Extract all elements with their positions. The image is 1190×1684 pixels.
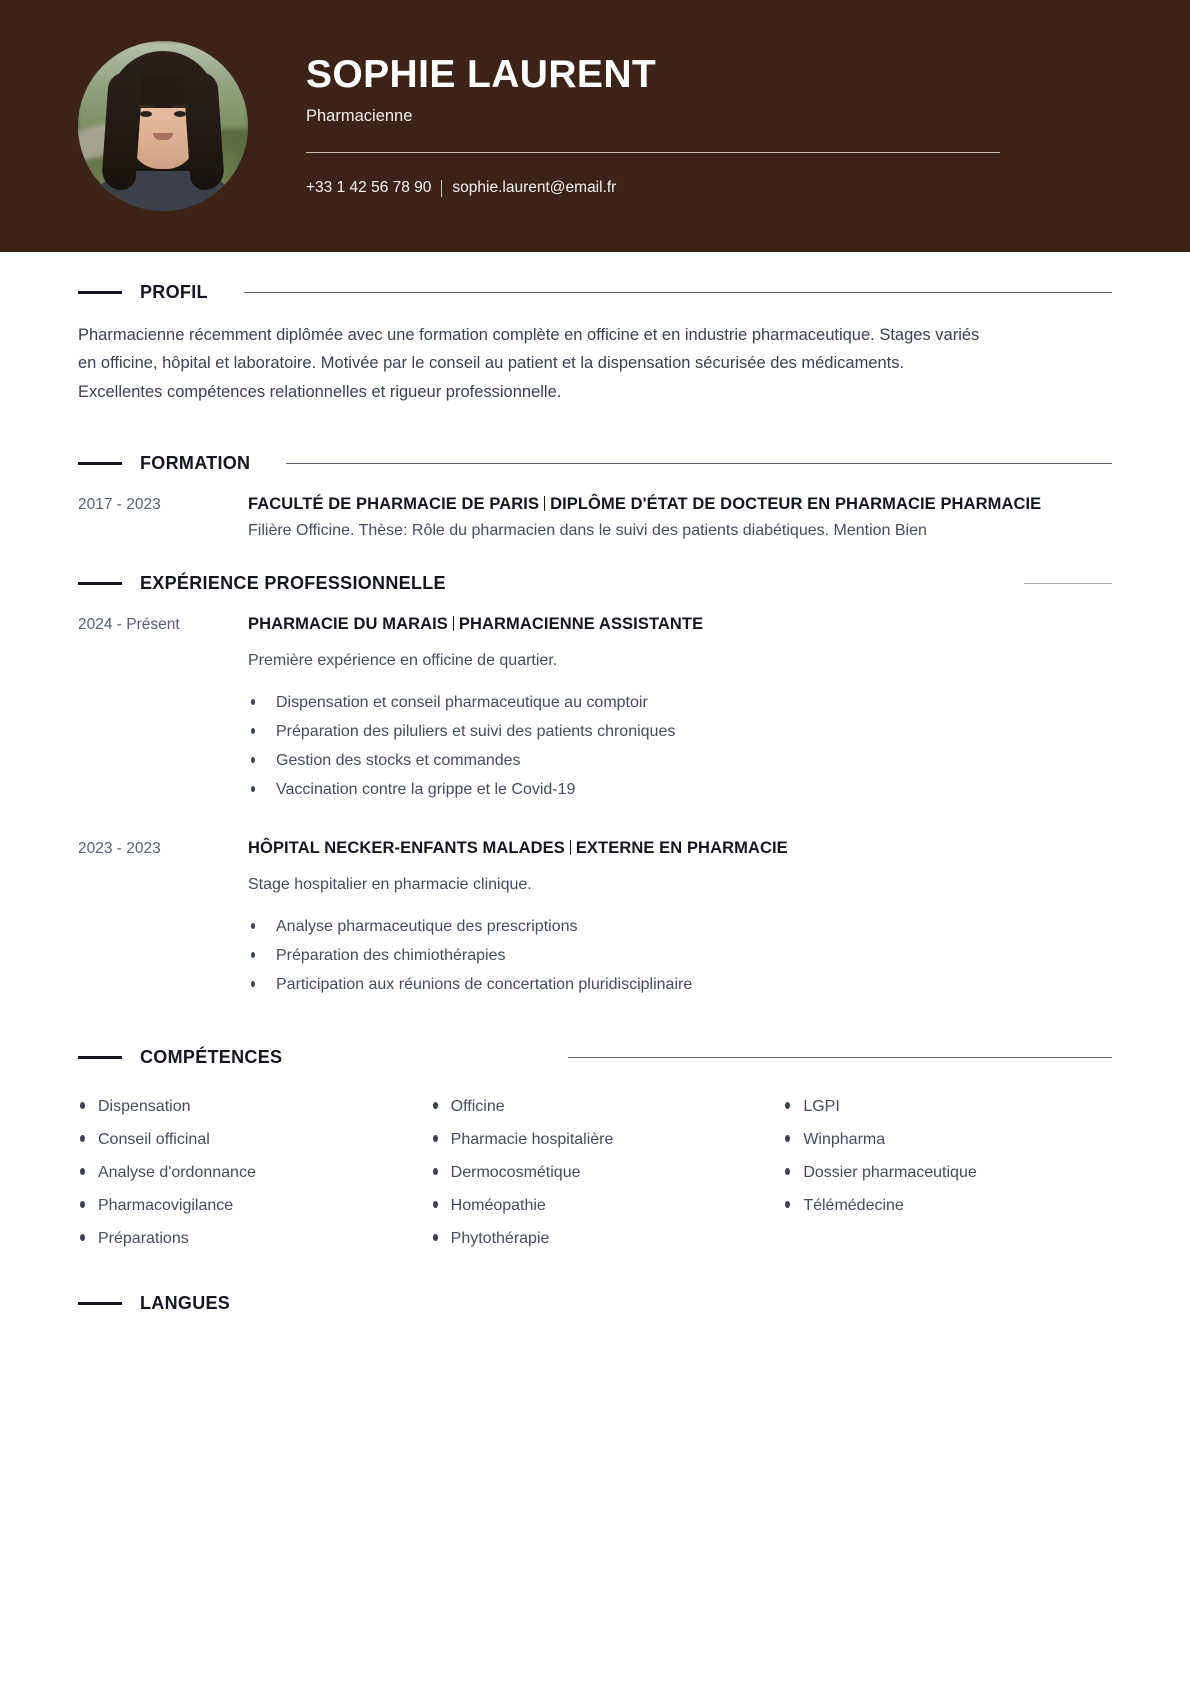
avatar-eye-left — [140, 111, 152, 117]
contact-line — [306, 179, 1070, 197]
experience-period: 2023 - 2023 — [78, 840, 161, 858]
section-experience — [78, 543, 1112, 999]
experience-title — [248, 838, 1112, 860]
section-rule — [1024, 583, 1112, 584]
experience-entry — [78, 838, 1112, 999]
section-langues — [78, 1255, 1112, 1314]
experience-period: 2024 - Présent — [78, 616, 180, 634]
formation-description: Filière Officine. Thèse: Rôle du pharmacien dans le suivi des patients diabétiques. Mention Bien — [248, 521, 927, 539]
skill-item: Analyse d'ordonnance — [78, 1156, 407, 1189]
experience-entry — [78, 614, 1112, 804]
experience-detail — [248, 614, 1112, 804]
candidate-name: SOPHIE LAURENT — [306, 52, 657, 96]
section-title-competences: COMPÉTENCES — [140, 1046, 283, 1067]
title-separator — [544, 496, 545, 511]
resume-header — [0, 0, 1190, 252]
section-header-competences — [78, 1047, 1112, 1068]
title-separator — [453, 616, 454, 631]
section-title-profil: PROFIL — [140, 282, 208, 302]
experience-role: PHARMACIENNE ASSISTANTE — [458, 615, 704, 634]
experience-organisation: PHARMACIE DU MARAIS — [248, 615, 448, 634]
experience-title — [248, 614, 1112, 636]
list-item: Dispensation et conseil pharmaceutique au comptoir — [248, 688, 1112, 717]
skills-column — [783, 1090, 1112, 1255]
skill-item: Phytothérapie — [431, 1222, 760, 1255]
experience-description: Stage hospitalier en pharmacie clinique. — [248, 876, 532, 894]
avatar-mouth — [153, 133, 173, 140]
section-rule — [244, 292, 1112, 293]
experience-bullets — [248, 688, 1112, 804]
avatar-brow-right — [172, 105, 188, 108]
section-title-langues: LANGUES — [140, 1292, 231, 1313]
skill-item: Homéopathie — [431, 1189, 760, 1222]
avatar — [78, 41, 248, 211]
identity-block — [306, 52, 1190, 198]
list-item: Préparation des chimiothérapies — [248, 941, 1112, 970]
phone-number: +33 1 42 56 78 90 — [306, 179, 432, 197]
formation-role: DIPLÔME D'ÉTAT DE DOCTEUR EN PHARMACIE PHARMACIE — [550, 494, 1042, 513]
list-item: Gestion des stocks et commandes — [248, 746, 1112, 775]
skill-item: Dossier pharmaceutique — [783, 1156, 1112, 1189]
section-dash-icon — [78, 1056, 122, 1059]
profil-text: Pharmacienne récemment diplômée avec une formation complète en officine et en industrie pharmaceutique. Stages variés en officine, hôpital et laboratoire. Motivée par le conseil au patient et la dispensation sécurisée des médicaments. Excellentes compétences relationnelles et rigueur professionnelle. — [78, 326, 980, 401]
list-item: Analyse pharmaceutique des prescriptions — [248, 912, 1112, 941]
skill-item: Télémédecine — [783, 1189, 1112, 1222]
list-item: Vaccination contre la grippe et le Covid-19 — [248, 775, 1112, 804]
skill-item: Dermocosmétique — [431, 1156, 760, 1189]
skills-grid — [78, 1090, 1112, 1255]
formation-period: 2017 - 2023 — [78, 495, 161, 513]
section-dash-icon — [78, 582, 122, 585]
section-header-formation — [78, 453, 1112, 474]
contact-separator — [441, 180, 442, 197]
experience-detail — [248, 838, 1112, 999]
section-header-profil — [78, 282, 1112, 303]
formation-entry — [78, 494, 1112, 544]
title-separator — [570, 840, 571, 855]
section-dash-icon — [78, 462, 122, 465]
experience-role: EXTERNE EN PHARMACIE — [575, 839, 788, 858]
section-title-formation: FORMATION — [140, 452, 251, 473]
email-address: sophie.laurent@email.fr — [452, 179, 617, 197]
skill-item: Dispensation — [78, 1090, 407, 1123]
skill-item: Pharmacie hospitalière — [431, 1123, 760, 1156]
section-profil — [78, 252, 1112, 406]
section-header-langues — [78, 1293, 1112, 1314]
resume-body — [0, 252, 1190, 1314]
skill-item: Conseil officinal — [78, 1123, 407, 1156]
formation-detail — [248, 494, 1112, 544]
skill-item: Officine — [431, 1090, 760, 1123]
skills-column — [431, 1090, 760, 1255]
candidate-role: Pharmacienne — [306, 107, 413, 126]
formation-title — [248, 494, 1112, 516]
skill-item: Pharmacovigilance — [78, 1189, 407, 1222]
section-rule — [286, 463, 1112, 464]
section-header-experience — [78, 573, 1112, 594]
section-competences — [78, 999, 1112, 1255]
skill-item: Winpharma — [783, 1123, 1112, 1156]
section-rule — [568, 1057, 1112, 1058]
formation-organisation: FACULTÉ DE PHARMACIE DE PARIS — [248, 494, 540, 513]
list-item: Participation aux réunions de concertation pluridisciplinaire — [248, 970, 1112, 999]
skill-item: LGPI — [783, 1090, 1112, 1123]
skill-item: Préparations — [78, 1222, 407, 1255]
section-formation — [78, 423, 1112, 544]
section-rule — [423, 1303, 1112, 1304]
header-divider — [306, 152, 1000, 153]
avatar-photo — [78, 41, 248, 211]
avatar-eye-right — [174, 111, 186, 117]
section-dash-icon — [78, 291, 122, 294]
avatar-brow-left — [138, 105, 154, 108]
experience-bullets — [248, 912, 1112, 999]
list-item: Préparation des piluliers et suivi des patients chroniques — [248, 717, 1112, 746]
section-dash-icon — [78, 1302, 122, 1305]
experience-organisation: HÔPITAL NECKER-ENFANTS MALADES — [248, 839, 565, 858]
skills-column — [78, 1090, 407, 1255]
section-title-experience: EXPÉRIENCE PROFESSIONNELLE — [140, 573, 446, 594]
experience-description: Première expérience en officine de quartier. — [248, 652, 558, 670]
